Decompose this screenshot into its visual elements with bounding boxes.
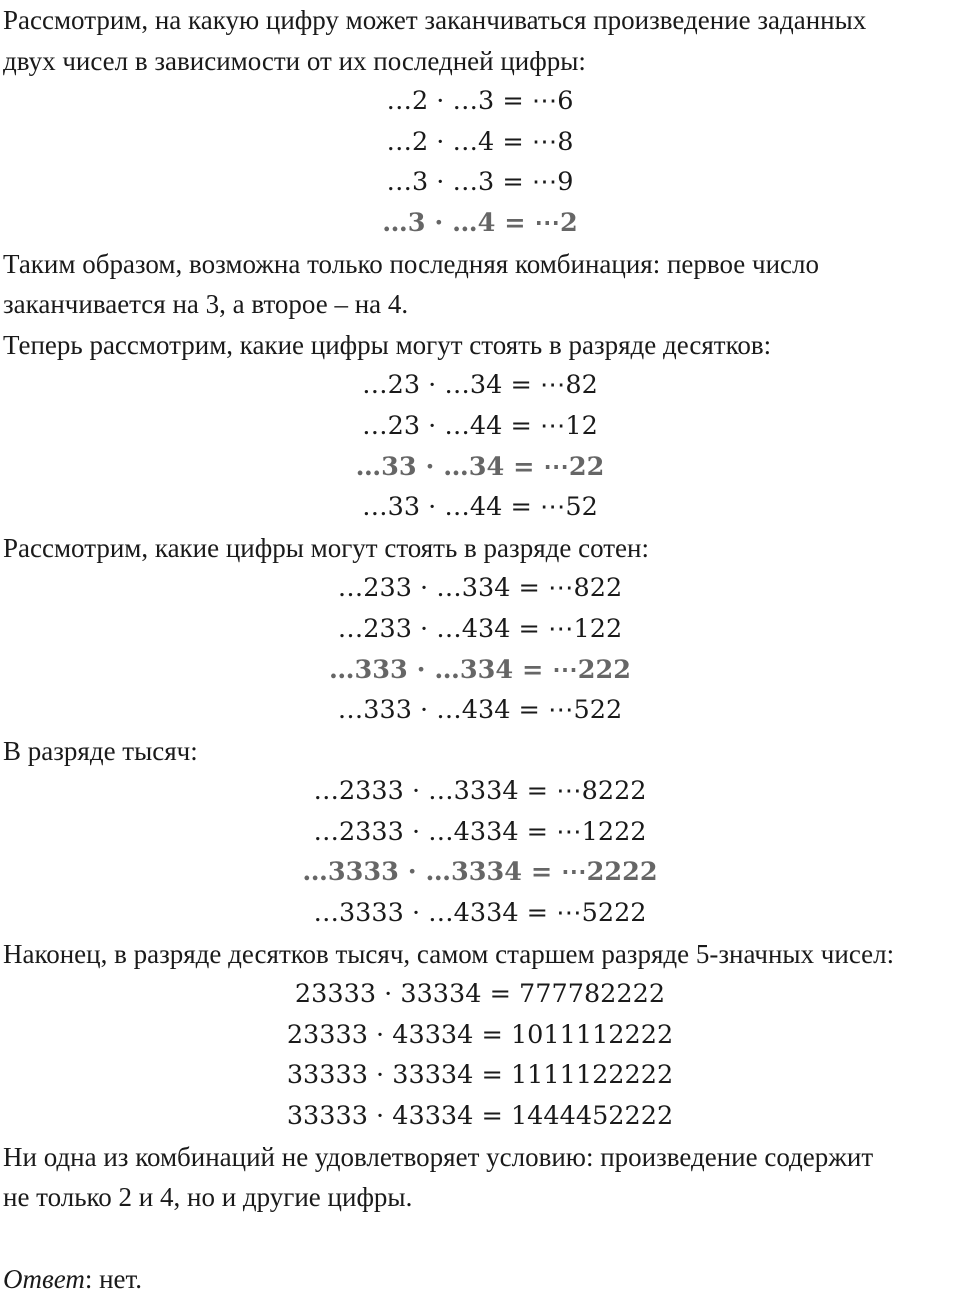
tens-equations bbox=[0, 365, 960, 527]
equation: …33 · …44 = ⋯52 bbox=[362, 492, 598, 523]
equation: …23 · …34 = ⋯82 bbox=[362, 370, 598, 401]
intro-line-2: двух чисел в зависимости от их последней цифры: bbox=[3, 45, 586, 76]
hundreds-intro: Рассмотрим, какие цифры могут стоять в разряде сотен: bbox=[3, 532, 649, 563]
ten-thousands-equations bbox=[0, 974, 960, 1136]
equation: …333 · …434 = ⋯522 bbox=[337, 695, 623, 726]
equation: …23 · …44 = ⋯12 bbox=[362, 410, 598, 441]
thousands-intro: В разряде тысяч: bbox=[3, 735, 198, 766]
equation: …2333 · …4334 = ⋯1222 bbox=[313, 816, 647, 847]
equation: …233 · …434 = ⋯122 bbox=[337, 613, 623, 644]
intro-line-1: Рассмотрим, на какую цифру может заканчиваться произведение заданных bbox=[3, 5, 867, 35]
answer-text: : нет. bbox=[84, 1263, 143, 1294]
answer-line bbox=[0, 1259, 960, 1299]
equation: …2 · …4 = ⋯8 bbox=[386, 126, 574, 157]
units-equations bbox=[0, 81, 960, 243]
equation: …233 · …334 = ⋯822 bbox=[337, 573, 623, 604]
equation: 23333 · 33334 = 777782222 bbox=[294, 979, 666, 1010]
highlighted-equation: …33 · …34 = ⋯22 bbox=[355, 451, 605, 482]
hundreds-equations bbox=[0, 568, 960, 730]
final-line-1: Ни одна из комбинаций не удовлетворяет условию: произведение содержит bbox=[3, 1141, 874, 1172]
ten-thousands-intro: Наконец, в разряде десятков тысяч, самом старшем разряде 5-значных чисел: bbox=[3, 938, 895, 969]
equation: 33333 · 33334 = 1111122222 bbox=[286, 1060, 674, 1091]
conclusion-line-1: Таким образом, возможна только последняя комбинация: первое число bbox=[3, 248, 820, 279]
final-line-2: не только 2 и 4, но и другие цифры. bbox=[3, 1182, 413, 1213]
thousands-equations bbox=[0, 771, 960, 933]
equation: …2333 · …3334 = ⋯8222 bbox=[313, 776, 647, 807]
equation: 23333 · 43334 = 1011112222 bbox=[286, 1019, 674, 1050]
tens-intro: Теперь рассмотрим, какие цифры могут стоять в разряде десятков: bbox=[3, 329, 772, 360]
answer-label: Ответ bbox=[3, 1263, 85, 1294]
spacer bbox=[0, 1218, 960, 1259]
highlighted-equation: …333 · …334 = ⋯222 bbox=[329, 654, 631, 685]
highlighted-equation: …3 · …4 = ⋯2 bbox=[382, 207, 578, 238]
equation: …2 · …3 = ⋯6 bbox=[386, 86, 574, 117]
equation: 33333 · 43334 = 1444452222 bbox=[286, 1101, 674, 1132]
highlighted-equation: …3333 · …3334 = ⋯2222 bbox=[302, 857, 658, 888]
equation: …3333 · …4334 = ⋯5222 bbox=[313, 898, 647, 929]
conclusion-line-2: заканчивается на 3, а второе – на 4. bbox=[3, 289, 409, 320]
equation: …3 · …3 = ⋯9 bbox=[386, 167, 574, 198]
